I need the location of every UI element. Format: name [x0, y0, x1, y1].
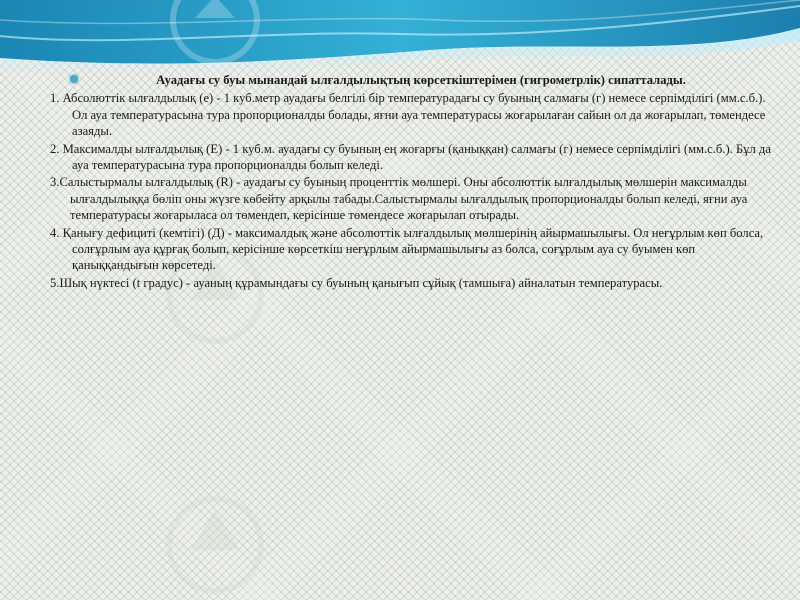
top-wave-banner	[0, 0, 800, 80]
slide-content	[0, 72, 790, 292]
list-item-maximum-humidity: 2. Максималды ылғалдылық (Е) - 1 куб.м. ауадағы су буының ең жоғарғы (қаныққан) салмағы (г) немесе серпімділігі (мм.с.б.). Бұл да ауа температурасына тура пропорционалды болып келеді.	[50, 141, 771, 173]
bullet-dot-icon	[70, 75, 78, 83]
watermark-logo-bottom	[160, 490, 270, 600]
slide-heading	[0, 72, 790, 88]
list-item-saturation-deficit: 4. Қанығу дефициті (кемтігі) (Д) - максималдық және абсолюттік ылғалдылық мөлшерінің айырмашылығы. Ол неғұрлым көп болса, солғұрлым ауа құрғақ болып, керісінше көрсеткіш неғұрлым айырмашылығы аз болса, соғұрлым ауа су буымен көп қаныққандығын көрсетеді.	[50, 225, 764, 273]
list-item-relative-humidity: 3.Салыстырмалы ылғалдылық (R) - ауадағы су буының проценттік мөлшері. Оны абсолюттік ылғалдылық мөлшерін максималды ылғалдылыққа бөліп оны жүзге көбейту арқылы табады.Салыстырмалы ылғалдылық пропорционалды болып келеді, яғни ауа температурасы жоғарыласа ол төмендеп, керісінше төмендесе жоғарылап отырады.	[50, 175, 748, 223]
list-item-dew-point: 5.Шық нүктесі (t градус) - ауаның құрамындағы су буының қанығып сұйық (тамшыға) айналатын температурасы.	[50, 275, 663, 290]
heading-text: Ауадағы су буы мынандай ылғалдылықтың көрсеткіштерімен (гигрометрлік) сипатталады.	[156, 73, 686, 87]
list-item-absolute-humidity: 1. Абсолюттік ылғалдылық (е) - 1 куб.метр ауадағы белгілі бір температурадағы су буының салмағы (г) немесе серпімділігі (мм.с.б.). Ол ауа температурасына тура пропорционалды болады, яғни ауа температурасы жоғарылаған сайын ол да жоғарылап, төмендесе азаяды.	[50, 91, 766, 139]
